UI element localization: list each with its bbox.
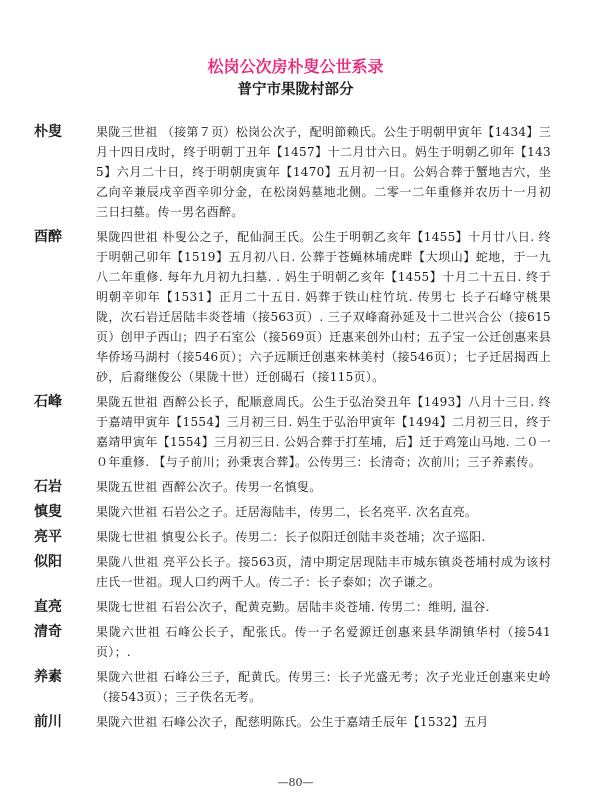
entry-name: 石岩 xyxy=(34,479,62,495)
entry-shensou xyxy=(0,502,591,522)
entry-text: 果陇七世祖 慎叟公长子。传男二：长子似阳迁创陆丰炎苍埔；次子巡阳. xyxy=(96,530,486,544)
page-subtitle: 普宁市果陇村部分 xyxy=(237,82,354,98)
entry-name: 朴叟 xyxy=(34,124,62,140)
entry-text: 果陇四世祖 朴叟公之子，配仙洞王氏。公生于明朝乙亥年【1455】十月廿八日. 终于明朝己卯年【1519】五月初八日. 公葬于苍蝇林埔虎畔【大坝山】蛇地，于一九 八二年重修. 每年九月初九扫墓. . 妈生于明朝乙亥年【1455】十月二十五日. 终于明朝辛卯年【1531】正月二十五日. 妈葬于铁山柱竹坑. 传男七 长子石峰守桃果陇，次石岩迁居陆丰炎苍埔（接563页）. 三子双峰裔孙延及十二世兴合公（接615页）创甲子西山；四子石室公（接569页）迁惠来创外山村；五子宝一公迁创惠来县华侨场马湖村（接546页）；六子远顺迁创惠来林美村（接546页）；七子迁居揭西上砂，后裔继俊公（果陇十世）迁创碣石（接115页）。 xyxy=(96,230,551,384)
entry-text: 果陇六世祖 石峰公三子，配黄氏。传男三：长子光盛无考；次子光业迁创惠来史岭（接543页）；三子佚名无考。 xyxy=(96,670,551,704)
entry-zhiliang xyxy=(0,597,591,617)
page-title: 松岗公次房朴叟公世系录 xyxy=(207,57,384,76)
entry-name: 清奇 xyxy=(34,624,62,640)
entry-qianchuan xyxy=(0,712,591,732)
entry-liangping xyxy=(0,527,591,547)
entry-text: 果陇六世祖 石峰公长子，配张氏。传一子名爱源迁创惠来县华湖镇华村（接541页）；. xyxy=(96,625,551,659)
entry-text: 果陇五世祖 酉醉公长子，配顺意周氏。公生于弘治癸丑年【1493】八月十三日. 终于嘉靖甲寅年【1554】三月初三日. 妈生于弘治甲寅年【1494】二月初三日，终于嘉靖甲寅年【1554】三月初三日. 公妈合葬于打苼埔，后】迁于鸡笼山马地. 二０一０年重修. 【与子前川；孙秉衷合葬】。公传男三：长清奇；次前川；三子养素传。 xyxy=(96,395,551,469)
entry-name: 酉醉 xyxy=(34,229,62,245)
entry-qingqi xyxy=(0,622,591,662)
entry-text: 果陇七世祖 石岩公次子，配黄克勤。居陆丰炎苍埔. 传男二：维明, 温谷. xyxy=(96,600,490,614)
entry-siyang xyxy=(0,552,591,592)
entry-text: 果陇三世祖 （接第７页）松岗公次子，配明節赖氏。公生于明朝甲寅年【1434】三月十四日戌时，终于明朝丁丑年【1457】十二月廿六日。妈生于明朝乙卯年【1435】六月二十日，终于明朝庚寅年【1470】五月初一日。公妈合葬于蟹地吉穴，坐乙向辛兼辰戌辛酉辛卯分金，在松岗妈墓地北侧。二零一二年重修并农历十一月初三日扫墓。传一男名酉醉。 xyxy=(96,125,551,219)
entry-text: 果陇八世祖 亮平公长子。接563页，清中期定居现陆丰市城东镇炎苍埔村成为该村庄氏一世祖。现人口约两千人。传二子：长子泰如；次子谦之。 xyxy=(96,555,551,589)
genealogy-entries xyxy=(0,122,591,737)
entry-shifeng xyxy=(0,392,591,472)
entry-name: 石峰 xyxy=(34,394,62,410)
entry-shiyan xyxy=(0,477,591,497)
entry-name: 直亮 xyxy=(34,599,62,615)
entry-name: 养素 xyxy=(34,669,62,685)
entry-name: 前川 xyxy=(34,714,62,730)
entry-text: 果陇六世祖 石峰公次子，配慈明陈氏。公生于嘉靖壬辰年【1532】五月 xyxy=(96,715,489,729)
entry-youzui xyxy=(0,227,591,387)
entry-text: 果陇五世祖 酉醉公次子。传男一名慎叟。 xyxy=(96,480,322,494)
entry-name: 亮平 xyxy=(34,529,62,545)
entry-yangsu xyxy=(0,667,591,707)
entry-pusou xyxy=(0,122,591,222)
entry-text: 果陇六世祖 石岩公之子。迁居海陆丰，传男二，长名亮平. 次名直亮。 xyxy=(96,505,478,519)
page-number: —80— xyxy=(277,776,314,789)
entry-name: 慎叟 xyxy=(34,504,62,520)
entry-name: 似阳 xyxy=(34,554,62,570)
